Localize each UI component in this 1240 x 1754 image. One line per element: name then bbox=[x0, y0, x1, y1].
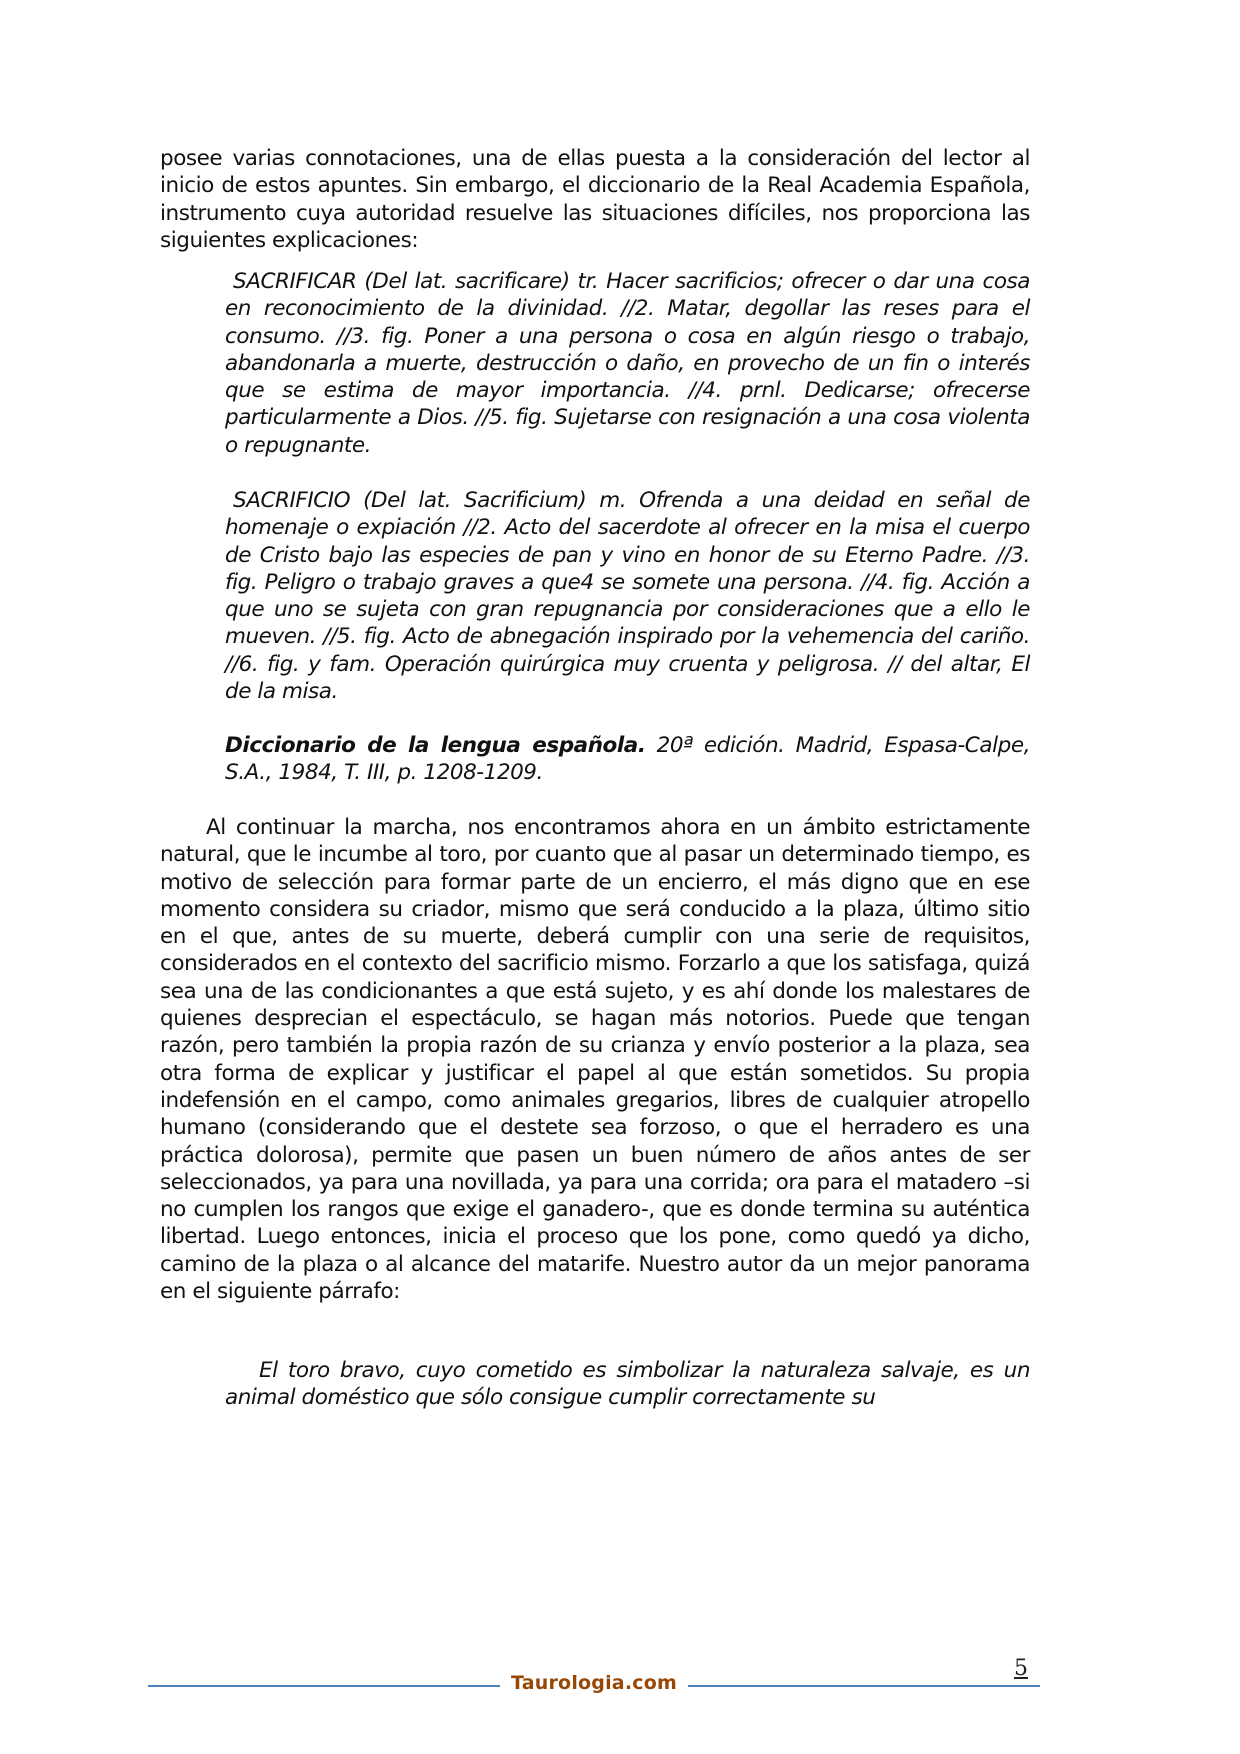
footer-rule-right bbox=[688, 1685, 1040, 1687]
sacrificar-text: SACRIFICAR (Del lat. sacrificare) tr. Hacer sacrificios; ofrecer o dar una cosa en reconocimiento de la divinidad. //2. Matar, degollar las reses para el consumo. //3. fig. Poner a una persona o cosa en algún riesgo o trabajo, abandonarla a muerte, destrucción o daño, en provecho de un fin o interés que se estima de mayor importancia. //4. prnl. Dedicarse; ofrecerse particularmente a Dios. //5. fig. Sujetarse con resignación a una cosa violenta o repugnante. bbox=[225, 269, 1030, 458]
dictionary-reference bbox=[225, 732, 1030, 787]
main-paragraph: Al continuar la marcha, nos encontramos ahora en un ámbito estrictamente natural, que le incumbe al toro, por cuanto que al pasar un determinado tiempo, es motivo de selección para formar parte de un encierro, el más digno que en ese momento considera su criador, mismo que será conducido a la plaza, último sitio en el que, antes de su muerte, deberá cumplir con una serie de requisitos, considerados en el contexto del sacrificio mismo. Forzarlo a que los satisfaga, quizá sea una de las condicionantes a que está sujeto, y es ahí donde los malestares de quienes desprecian el espectáculo, se hagan más notorios. Puede que tengan razón, pero también la propia razón de su crianza y envío posterior a la plaza, sea otra forma de explicar y justificar el papel al que están sometidos. Su propia indefensión en el campo, como animales gregarios, libres de cualquier atropello humano (considerando que el destete sea forzoso, o que el herradero es una práctica dolorosa), permite que pasen un buen número de años antes de ser seleccionados, ya para una novillada, ya para una corrida; ora para el matadero –si no cumplen los rangos que exige el ganadero-, que es donde termina su auténtica libertad. Luego entonces, inicia el proceso que los pone, como quedó ya dicho, camino de la plaza o al alcance del matarife. Nuestro autor da un mejor panorama en el siguiente párrafo: bbox=[160, 815, 1030, 1305]
dictionary-entry-sacrificar bbox=[225, 268, 1030, 459]
footer-brand: Taurologia.com bbox=[511, 1672, 677, 1694]
reference-title: Diccionario de la lengua española. bbox=[225, 733, 646, 758]
dictionary-entry-sacrificio bbox=[225, 487, 1030, 705]
sacrificio-text: SACRIFICIO (Del lat. Sacrificium) m. Ofrenda a una deidad en señal de homenaje o expiación //2. Acto del sacerdote al ofrecer en la misa el cuerpo de Cristo bajo las especies de pan y vino en honor de su Eterno Padre. //3. fig. Peligro o trabajo graves a que4 se somete una persona. //4. fig. Acción a que uno se sujeta con gran repugnancia por consideraciones que a ello le mueven. //5. fig. Acto de abnegación inspirado por la vehemencia del cariño. //6. fig. y fam. Operación quirúrgica muy cruenta y peligrosa. // del altar, El de la misa. bbox=[225, 488, 1030, 705]
intro-paragraph: posee varias connotaciones, una de ellas puesta a la consideración del lector al inicio de estos apuntes. Sin embargo, el diccionario de la Real Academia Española, instrumento cuya autoridad resuelve las situaciones difíciles, nos proporciona las siguientes explicaciones: bbox=[160, 146, 1030, 253]
footer-rule-left bbox=[148, 1685, 500, 1687]
author-quote: El toro bravo, cuyo cometido es simbolizar la naturaleza salvaje, es un animal doméstico que sólo consigue cumplir correctamente su bbox=[225, 1358, 1030, 1411]
reference-details: 20ª edición. Madrid, Espasa-Calpe, S.A., 1984, T. III, p. 1208-1209. bbox=[225, 733, 1030, 786]
page-number: 5 bbox=[1014, 1656, 1028, 1681]
